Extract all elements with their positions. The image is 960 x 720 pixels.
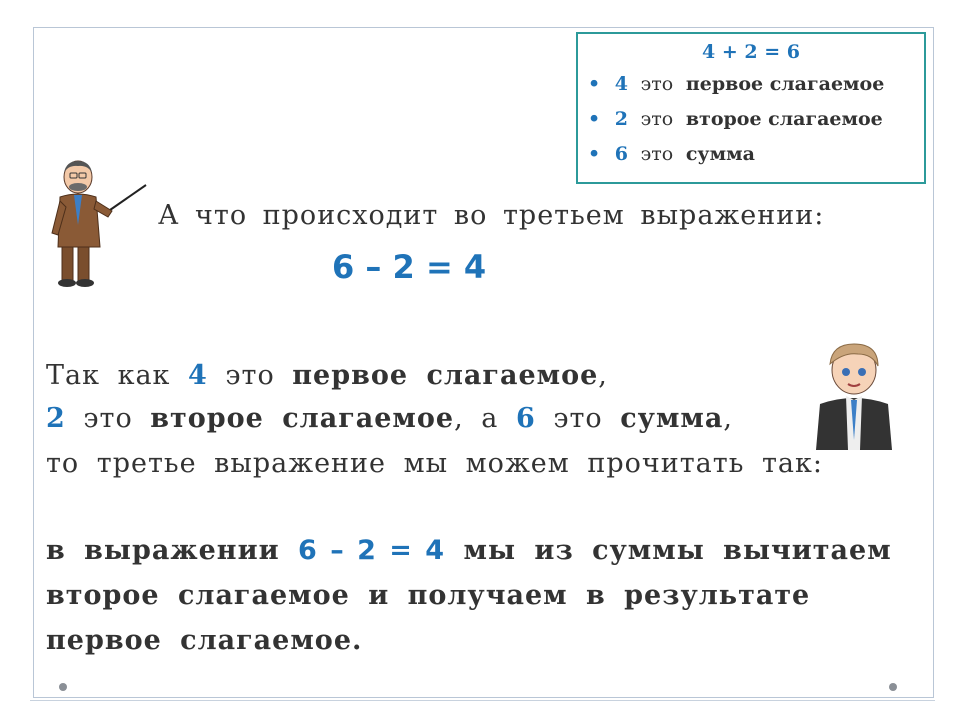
explanation-line-2 (46, 403, 733, 434)
teacher-illustration (48, 155, 150, 290)
bullet-icon: • (588, 73, 601, 95)
text-span: в выражении (46, 535, 299, 566)
hint-word: это (640, 73, 674, 95)
bullet-icon: • (588, 143, 601, 165)
hint-box (576, 32, 926, 184)
corner-dot-left (59, 683, 67, 691)
text-span: , а (454, 403, 516, 434)
hint-equation: 4 + 2 = 6 (702, 41, 800, 63)
question-text: А что происходит во третьем выражении: (158, 200, 825, 231)
hint-item (588, 67, 924, 102)
conclusion-line-2: второе слагаемое и получаем в результате (46, 580, 811, 611)
boy-illustration (808, 340, 903, 452)
explanation-line-1 (46, 360, 608, 391)
text-span: мы из суммы вычитаем (445, 535, 892, 566)
hint-term: второе слагаемое (685, 108, 883, 130)
number-2: 2 (46, 403, 66, 434)
text-span: , (598, 360, 608, 391)
hint-number: 2 (614, 108, 629, 130)
hint-number: 4 (614, 73, 629, 95)
hint-word: это (640, 108, 674, 130)
hint-item (588, 137, 924, 172)
text-span: это (207, 360, 293, 391)
term-second-addend: второе слагаемое (150, 403, 455, 434)
bottom-divider (30, 700, 935, 701)
corner-dot-right (889, 683, 897, 691)
hint-number: 6 (614, 143, 629, 165)
term-sum: сумма (620, 403, 724, 434)
text-span: , (723, 403, 733, 434)
hint-term: сумма (685, 143, 755, 165)
explanation-line-3: то третье выражение мы можем прочитать так: (46, 448, 823, 479)
text-span: это (535, 403, 621, 434)
conclusion-line-1 (46, 535, 892, 566)
number-4: 4 (188, 360, 208, 391)
conclusion-line-3: первое слагаемое. (46, 625, 363, 656)
bullet-icon: • (588, 108, 601, 130)
text-span: это (65, 403, 151, 434)
hint-list (578, 67, 924, 172)
main-expression: 6 – 2 = 4 (332, 248, 487, 286)
number-6: 6 (515, 403, 536, 434)
term-first-addend: первое слагаемое (292, 360, 599, 391)
text-span: Так как (46, 360, 188, 391)
hint-term: первое слагаемое (685, 73, 885, 95)
conclusion-expression: 6 – 2 = 4 (298, 535, 446, 566)
hint-word: это (640, 143, 674, 165)
hint-item (588, 102, 924, 137)
